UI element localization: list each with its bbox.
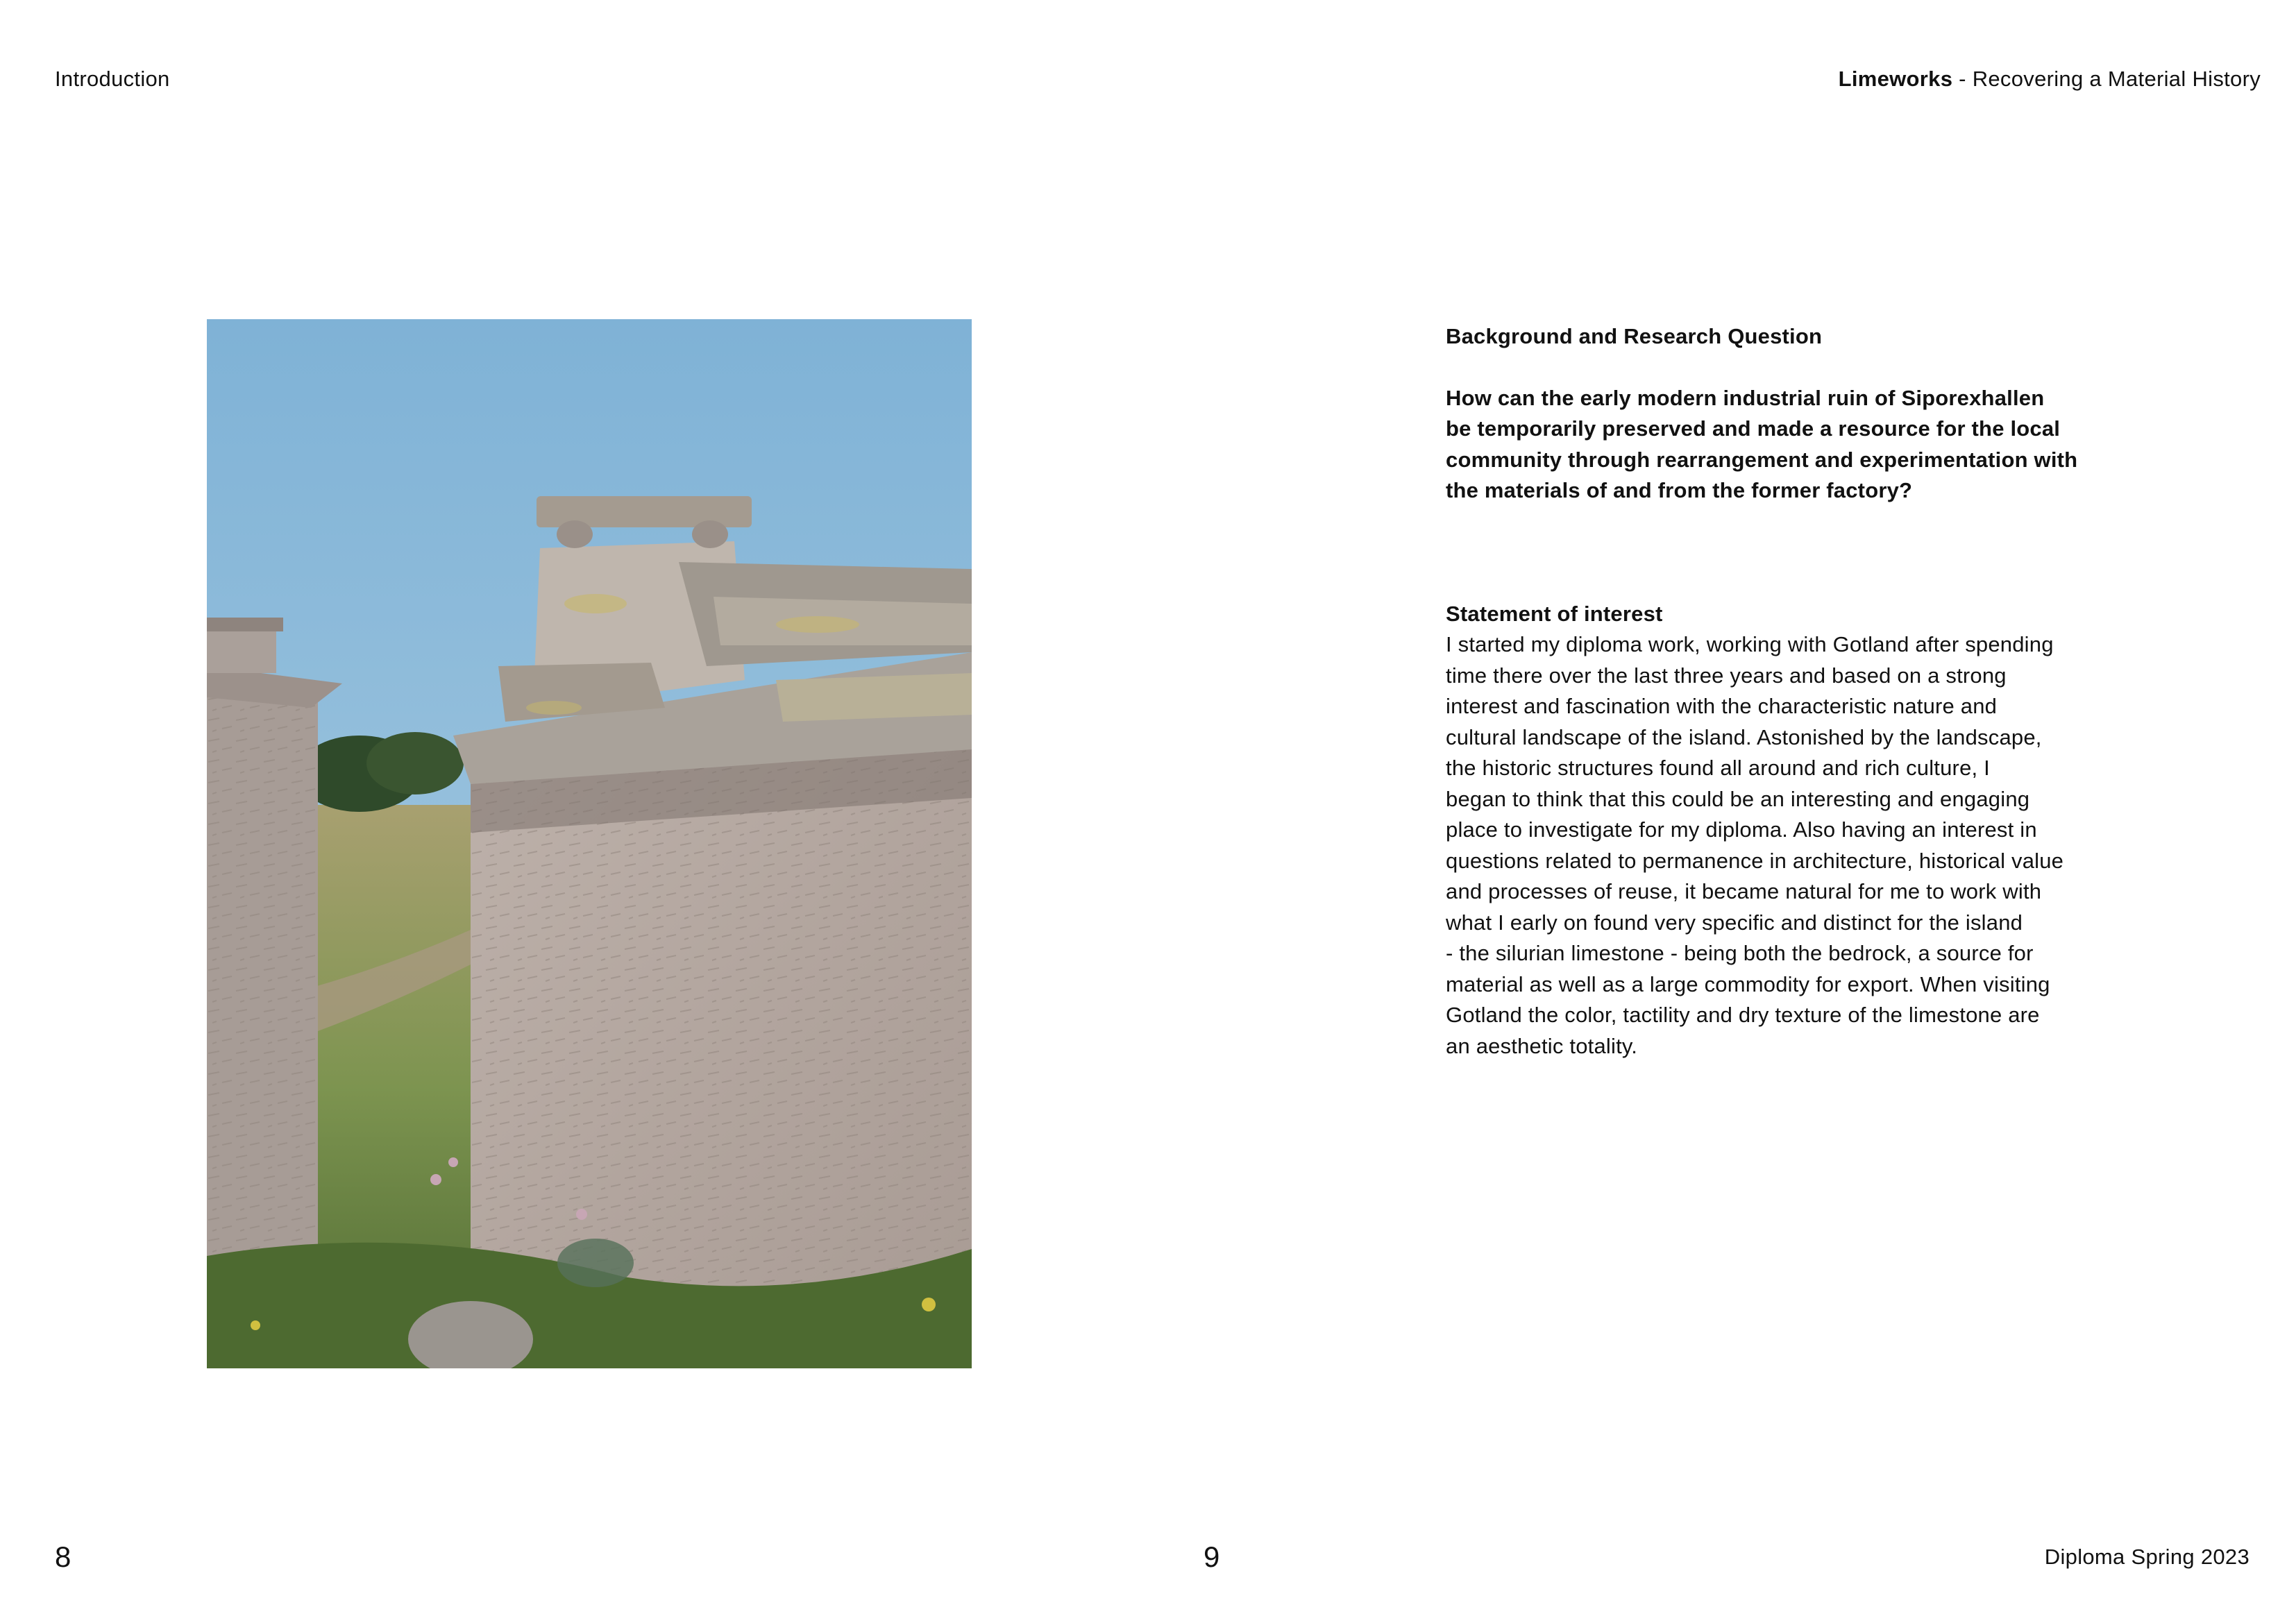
photo-stone-building <box>207 319 972 1368</box>
text-column <box>1446 321 2112 1062</box>
running-header-section: Introduction <box>55 67 170 91</box>
running-header-title <box>1839 67 2261 92</box>
statement-heading: Statement of interest <box>1446 601 1663 626</box>
statement-line: began to think that this could be an interesting and engaging <box>1446 786 2030 811</box>
statement-line: I started my diploma work, working with Gotland after spending <box>1446 632 2054 656</box>
statement-line: what I early on found very specific and distinct for the island <box>1446 910 2023 935</box>
statement-line: the historic structures found all around and rich culture, I <box>1446 756 1990 780</box>
header-subtitle: Recovering a Material History <box>1972 67 2261 91</box>
statement-body <box>1446 629 2112 1062</box>
statement-line: and processes of reuse, it became natural for me to work with <box>1446 879 2042 903</box>
research-question-line: community through rearrangement and experimentation with <box>1446 447 2078 472</box>
edition-label: Diploma Spring 2023 <box>2044 1545 2249 1569</box>
header-brand: Limeworks <box>1838 67 1953 91</box>
statement-line: interest and fascination with the characteristic nature and <box>1446 694 1998 718</box>
statement-line: an aesthetic totality. <box>1446 1033 1638 1058</box>
background-heading: Background and Research Question <box>1446 324 1823 348</box>
research-question-line: How can the early modern industrial ruin of Siporexhallen <box>1446 385 2045 410</box>
page-number-right: 9 <box>1204 1540 1220 1573</box>
research-question-line: be temporarily preserved and made a resource for the local <box>1446 416 2061 441</box>
statement-line: place to investigate for my diploma. Also having an interest in <box>1446 817 2037 842</box>
header-separator: - <box>1952 67 1973 91</box>
statement-line: material as well as a large commodity for export. When visiting <box>1446 971 2050 996</box>
statement-line: - the silurian limestone - being both the bedrock, a source for <box>1446 941 2034 965</box>
statement-line: cultural landscape of the island. Astonished by the landscape, <box>1446 724 2042 749</box>
photo-illustration <box>207 319 972 1368</box>
statement-line: time there over the last three years and based on a strong <box>1446 663 2007 688</box>
research-question-line: the materials of and from the former factory? <box>1446 478 1913 502</box>
statement-line: questions related to permanence in architecture, historical value <box>1446 848 2064 873</box>
research-question <box>1446 383 2112 507</box>
page-number-left: 8 <box>55 1540 71 1573</box>
statement-line: Gotland the color, tactility and dry texture of the limestone are <box>1446 1003 2040 1027</box>
